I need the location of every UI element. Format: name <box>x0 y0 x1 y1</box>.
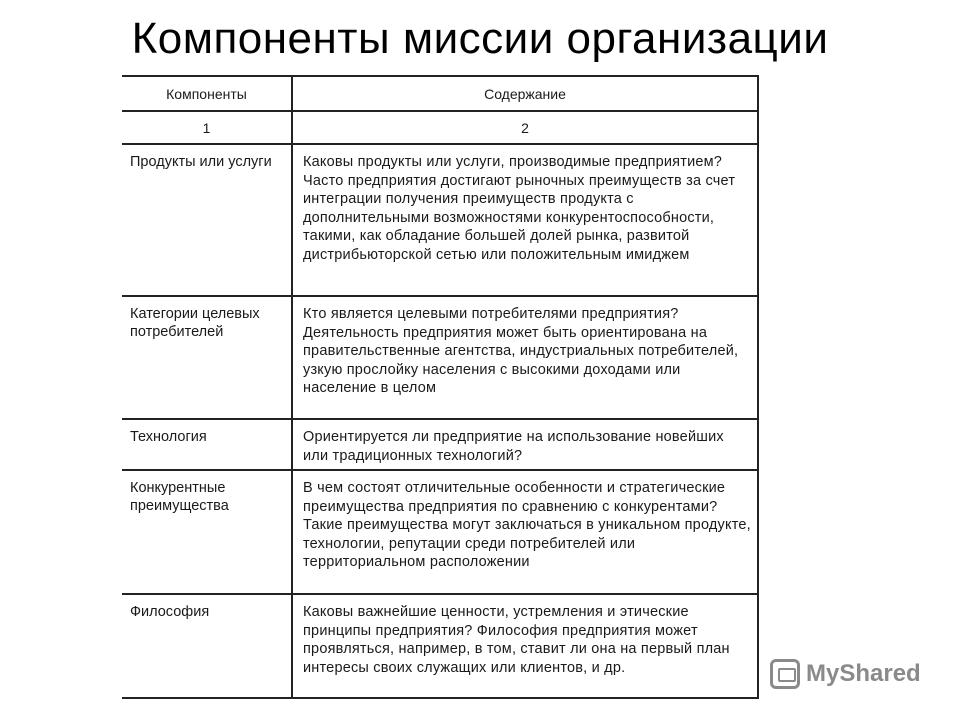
content-cell: В чем состоят отличительные особенности и стратегические преимущества предприятия по сравнению с конкурентами? Такие преимущества могут заключаться в уникальном продукте, технологии, репутации среди потребителей или территориальном расположении <box>292 470 758 594</box>
slide-title: Компоненты миссии организации <box>131 14 829 63</box>
watermark-text: MyShared <box>806 660 921 687</box>
content-cell: Кто является целевыми потребителями предприятия? Деятельность предприятия может быть ориентирована на правительственные агентства, индустриальных потребителей, узкую прослойку населения с высокими доходами или население в целом <box>292 296 758 419</box>
table-row <box>122 470 758 594</box>
table-row <box>122 594 758 698</box>
component-cell: Технология <box>122 419 292 470</box>
scanned-table-image <box>122 75 758 705</box>
table-row <box>122 296 758 419</box>
mission-components-table <box>122 75 759 699</box>
component-cell: Конкурентные преимущества <box>122 470 292 594</box>
header-content: Содержание <box>292 76 758 111</box>
component-cell: Продукты или услуги <box>122 144 292 296</box>
table-row <box>122 144 758 296</box>
table-row <box>122 419 758 470</box>
table-header-row <box>122 76 758 111</box>
content-cell: Каковы продукты или услуги, производимые предприятием? Часто предприятия достигают рыночных преимуществ за счет интеграции получения преимуществ продукта с дополнительными возможностями конкурентоспособности, такими, как обладание большей долей рынка, развитой дистрибьюторской сетью или положительным имиджем <box>292 144 758 296</box>
column-number-2: 2 <box>292 111 758 144</box>
column-number-row <box>122 111 758 144</box>
header-components: Компоненты <box>122 76 292 111</box>
content-cell: Каковы важнейшие ценности, устремления и этические принципы предприятия? Философия предприятия может проявляться, например, в том, ставит ли она на первый план интересы своих служащих или клиентов, и др. <box>292 594 758 698</box>
column-number-1: 1 <box>122 111 292 144</box>
myshared-logo-icon <box>770 659 800 689</box>
component-cell: Категории целевых потребителей <box>122 296 292 419</box>
content-cell: Ориентируется ли предприятие на использование новейших или традиционных технологий? <box>292 419 758 470</box>
component-cell: Философия <box>122 594 292 698</box>
myshared-watermark <box>770 656 930 692</box>
